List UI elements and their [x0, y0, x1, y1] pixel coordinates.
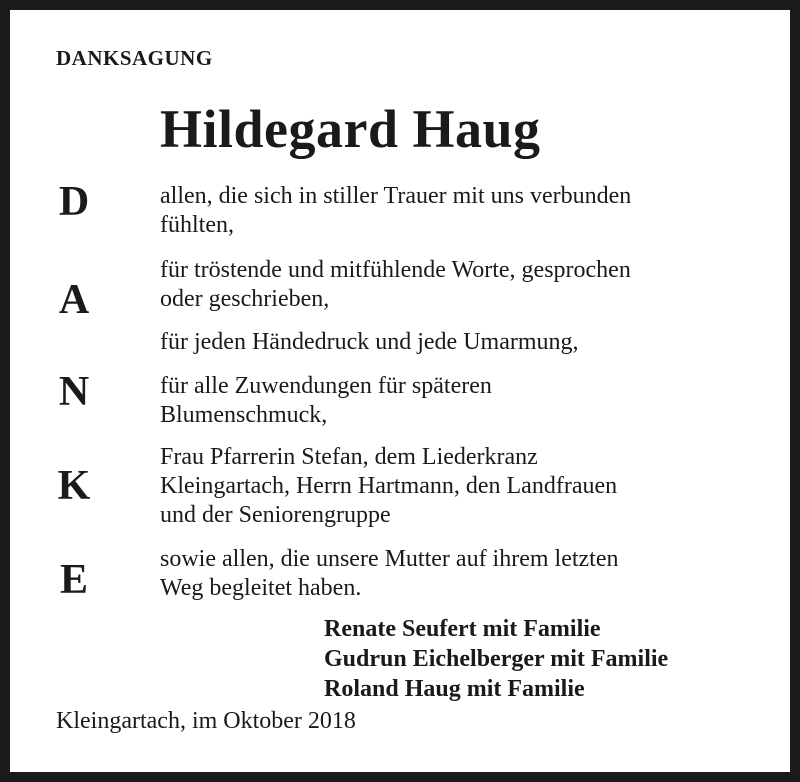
danke-letter-k: K — [57, 463, 91, 509]
signature-line: Roland Haug mit Familie — [324, 676, 585, 702]
thanks-paragraph — [160, 372, 760, 430]
notice-type-heading: DANKSAGUNG — [56, 46, 213, 70]
text-line: Frau Pfarrerin Stefan, dem Liederkranz — [160, 444, 538, 470]
text-line: Weg begleitet haben. — [160, 575, 362, 601]
danke-letter-d: D — [58, 179, 90, 225]
text-line: fühlten, — [160, 212, 234, 238]
signature-line: Renate Seufert mit Familie — [324, 616, 601, 642]
text-line: Blumenschmuck, — [160, 402, 328, 428]
place-date: Kleingartach, im Oktober 2018 — [56, 708, 356, 734]
deceased-name: Hildegard Haug — [160, 99, 541, 159]
thanks-paragraph — [160, 443, 760, 530]
thanks-paragraph — [160, 256, 760, 314]
text-line: für tröstende und mitfühlende Worte, gesprochen — [160, 257, 631, 283]
danke-letter-e: E — [59, 557, 88, 603]
text-line: für alle Zuwendungen für späteren — [160, 373, 492, 399]
text-line: allen, die sich in stiller Trauer mit uns verbunden — [160, 183, 632, 209]
signature-line: Gudrun Eichelberger mit Familie — [324, 646, 669, 672]
text-line: für jeden Händedruck und jede Umarmung, — [160, 329, 579, 355]
thanks-paragraph — [160, 328, 760, 357]
text-line: und der Seniorengruppe — [160, 502, 391, 528]
thanks-paragraph — [160, 545, 760, 603]
thanks-paragraph — [160, 182, 760, 240]
text-line: Kleingartach, Herrn Hartmann, den Landfrauen — [160, 473, 618, 499]
danke-letter-n: N — [58, 369, 90, 415]
danke-letter-a: A — [58, 277, 90, 323]
text-line: sowie allen, die unsere Mutter auf ihrem letzten — [160, 546, 619, 572]
text-line: oder geschrieben, — [160, 286, 330, 312]
